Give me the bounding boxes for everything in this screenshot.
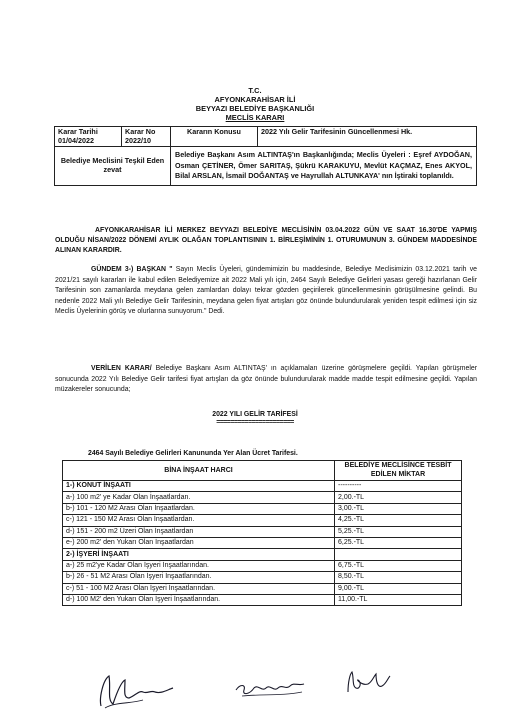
signature-3 bbox=[342, 668, 394, 698]
fee-table-row bbox=[63, 583, 462, 594]
eden-text: Belediye Başkanı Asım ALTINTAŞ'ın Başkanlığında; Meclis Üyeleri : Eşref AYDOĞAN, Osman ÇETİNER, Ömer SARITAŞ, Şükrü KARAKUYU, Mevlüt KAÇMAZ, Enes AKYOL, Bilal ARSLAN, İsmail DOĞANTAŞ ve Hayrullah ALTUNKAYA' nın İştiraki toplanıldı. bbox=[171, 147, 477, 186]
fee-col-header-2: BELEDİYE MECLİSİNCE TESBİT EDİLEN MİKTAR bbox=[335, 461, 462, 481]
fee-row-value: 6,25.-TL bbox=[335, 537, 462, 548]
fee-table bbox=[62, 460, 462, 606]
fee-row-value: ---------- bbox=[335, 481, 462, 492]
fee-row-label: c-) 51 - 100 M2 Arası Olan İşyeri İnşaatlarından. bbox=[63, 583, 335, 594]
header-municipality: BEYYAZI BELEDİYE BAŞKANLIĞI bbox=[195, 104, 315, 113]
session-text: AFYONKARAHİSAR İLİ MERKEZ BEYYAZI BELEDİYE MECLİSİNİN 03.04.2022 GÜN VE SAAT 16.30'DE YAPMIŞ OLDUĞU NİSAN/2022 DÖNEMİ AYLIK OLAĞAN TOPLANTISININ 1. BİRLEŞİMİNİN 1. OTURUMUNUN 3. GÜNDEM MADDESİNDE ALINAN KARARDIR. bbox=[55, 227, 477, 254]
fee-table-row bbox=[63, 594, 462, 605]
signature-2 bbox=[232, 674, 308, 700]
fee-table-caption: 2464 Sayılı Belediye Gelirleri Kanununda Yer Alan Ücret Tarifesi. bbox=[88, 450, 298, 457]
doc-header bbox=[0, 86, 510, 122]
tarife-title: 2022 YILI GELİR TARİFESİ bbox=[212, 411, 298, 418]
fee-row-value: 6,75.-TL bbox=[335, 560, 462, 571]
gundem-text: Sayın Meclis Üyeleri, gündemimizin bu maddesinde, Belediye Meclisimizin 03.12.2021 tarih ve 2021/21 sayılı kararları ile kabul edilen Belediyemize ait 2022 Mali yılı için, 2464 Sayılı Belediye Gelirleri yasası gereği hazırlanan Gelir Tarifesinin son zamanlarda meydana gelen zamlardan dolayı tekrar gözden geçirilerek güncellenmesinin görüşülmesine gelindi. Bu nedenle 2022 Mali yılı Belediye Gelir Tarifesinin, meydana gelen fiyat artışları göz önünde bulundurularak yeniden tespit edilmesi için siz Meclis Üyelerinin görüş ve olurlarına sunuyorum." Dedi. bbox=[55, 266, 478, 316]
fee-col-header-1: BİNA İNŞAAT HARCI bbox=[63, 461, 335, 481]
fee-row-value: 8,50.-TL bbox=[335, 572, 462, 583]
fee-table-row bbox=[63, 481, 462, 492]
fee-row-label: a-) 100 m2' ye Kadar Olan İnşaatlardan. bbox=[63, 492, 335, 503]
fee-table-row bbox=[63, 572, 462, 583]
gundem-paragraph bbox=[55, 265, 477, 318]
fee-row-label: 1-) KONUT İNŞAATI bbox=[63, 481, 335, 492]
fee-row-label: b-) 101 - 120 M2 Arası Olan İnşaatlardan. bbox=[63, 503, 335, 514]
tarife-rule: ====================== bbox=[216, 419, 294, 426]
fee-table-row bbox=[63, 526, 462, 537]
decision-meta-table bbox=[54, 126, 477, 186]
fee-row-label: b-) 26 - 51 M2 Arası Olan İşyeri İnşaatlarından. bbox=[63, 572, 335, 583]
fee-table-row bbox=[63, 549, 462, 560]
karar-tarihi-value: 01/04/2022 bbox=[58, 135, 94, 145]
fee-table-row bbox=[63, 503, 462, 514]
fee-row-value: 3,00.-TL bbox=[335, 503, 462, 514]
fee-table-row bbox=[63, 515, 462, 526]
eden-label: Belediye Meclisini Teşkil Eden zevat bbox=[55, 147, 171, 186]
fee-row-label: 2-) İŞYERİ İNŞAATI bbox=[63, 549, 335, 560]
fee-row-label: d-) 151 - 200 m2 Üzeri Olan İnşaatlardan bbox=[63, 526, 335, 537]
fee-row-label: d-) 100 M2' den Yukarı Olan İşyeri İnşaatlarından. bbox=[63, 594, 335, 605]
karar-tarihi-cell bbox=[55, 127, 122, 147]
header-tc: T.C. bbox=[248, 86, 262, 95]
verilen-text: Belediye Başkanı Asım ALTINTAŞ' ın açıklamaları üzerine görüşmelere geçildi. Yapılan görüşmeler sonucunda 2022 Yılı Belediye Gelir tarifesi fiyat artışları da göz önünde bulundurularak madde madde tespit edilmesine geçildi. Yapılan müzakereler sonucunda; bbox=[55, 365, 477, 394]
header-province: AFYONKARAHİSAR İLİ bbox=[214, 95, 296, 104]
fee-row-value: 4,25.-TL bbox=[335, 515, 462, 526]
konu-value: 2022 Yılı Gelir Tarifesinin Güncellenmesi Hk. bbox=[258, 127, 477, 147]
karar-no-value: 2022/10 bbox=[125, 135, 151, 145]
konu-label: Kararın Konusu bbox=[171, 127, 258, 147]
karar-no-label: Karar No bbox=[125, 127, 156, 136]
verilen-paragraph bbox=[55, 364, 477, 396]
fee-row-value: 2,00.-TL bbox=[335, 492, 462, 503]
fee-row-label: a-) 25 m2'ye Kadar Olan İşyeri İnşaatlarından. bbox=[63, 560, 335, 571]
fee-table-header bbox=[63, 461, 462, 481]
karar-no-cell bbox=[122, 127, 171, 147]
fee-table-row bbox=[63, 537, 462, 548]
fee-row-value bbox=[335, 549, 462, 560]
fee-row-label: e-) 200 m2' den Yukarı Olan İnşaatlardan bbox=[63, 537, 335, 548]
fee-row-value: 5,25.-TL bbox=[335, 526, 462, 537]
fee-row-label: c-) 121 - 150 M2 Arası Olan İnşaatlardan. bbox=[63, 515, 335, 526]
gundem-label: GÜNDEM 3-) BAŞKAN " bbox=[91, 266, 173, 273]
fee-row-value: 11,00.-TL bbox=[335, 594, 462, 605]
fee-table-row bbox=[63, 560, 462, 571]
fee-table-row bbox=[63, 492, 462, 503]
header-title: MECLİS KARARI bbox=[225, 113, 285, 122]
signature-1 bbox=[95, 668, 177, 710]
fee-row-value: 9,00.-TL bbox=[335, 583, 462, 594]
karar-tarihi-label: Karar Tarihi bbox=[58, 127, 98, 136]
verilen-label: VERİLEN KARAR/ bbox=[91, 365, 152, 372]
